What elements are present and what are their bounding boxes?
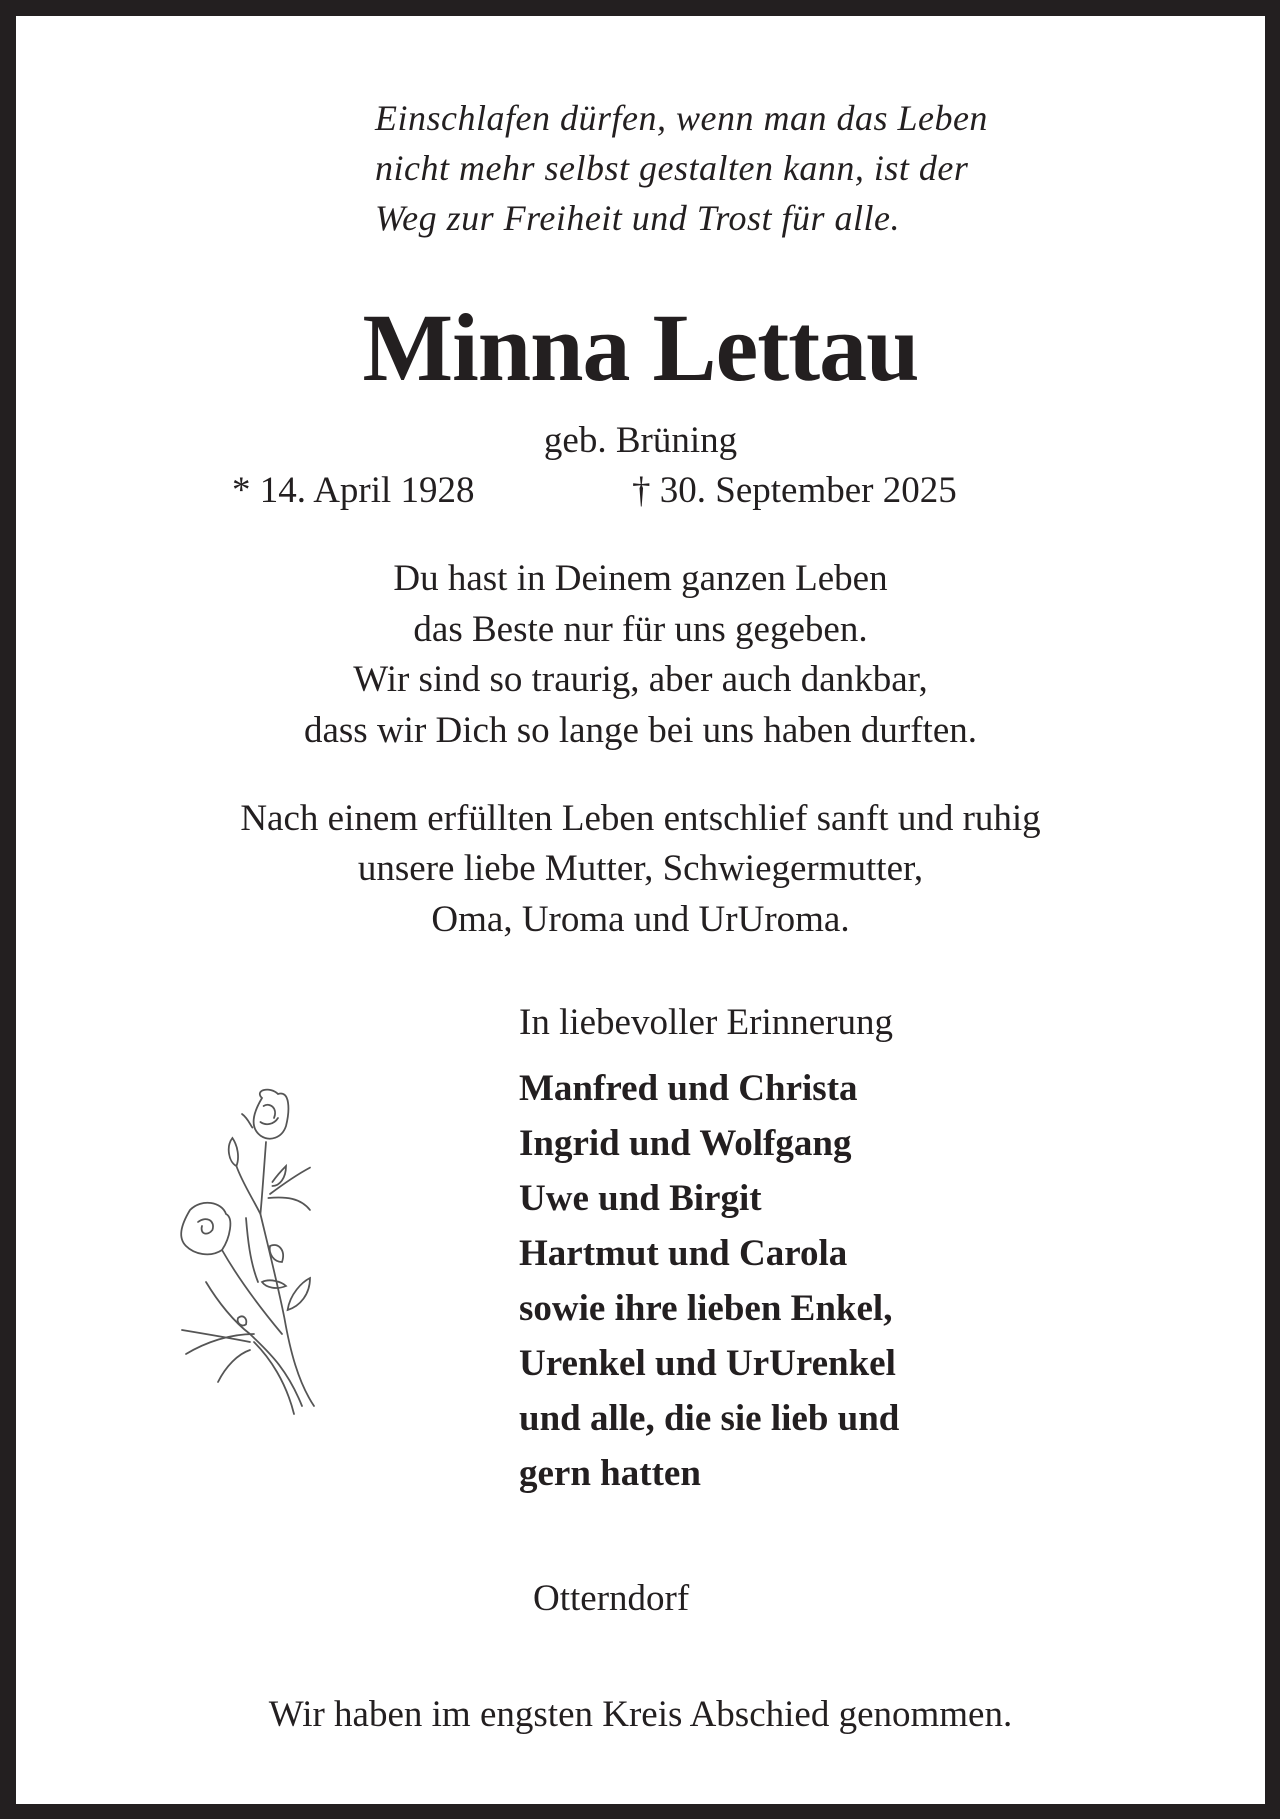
- rose-illustration: [158, 1040, 358, 1460]
- mourner-line: Hartmut und Carola: [519, 1233, 848, 1274]
- announcement-line: unsere liebe Mutter, Schwiegermutter,: [357, 848, 924, 889]
- poem-line: dass wir Dich so lange bei uns haben durften.: [303, 710, 978, 751]
- mourner-line: Manfred und Christa: [519, 1068, 858, 1109]
- obituary-notice: [16, 16, 1265, 1804]
- announcement-line: Oma, Uroma und UrUroma.: [431, 899, 850, 940]
- deceased-name: Minna Lettau: [362, 294, 919, 401]
- memory-label: In liebevoller Erinnerung: [519, 1002, 893, 1043]
- poem-line: Wir sind so traurig, aber auch dankbar,: [353, 659, 928, 700]
- mourner-line: sowie ihre lieben Enkel,: [519, 1288, 893, 1329]
- announcement-line: Nach einem erfüllten Leben entschlief sanft und ruhig: [240, 798, 1041, 839]
- birth-date: * 14. April 1928: [232, 470, 475, 511]
- death-date: † 30. September 2025: [632, 470, 957, 511]
- mourner-line: Ingrid und Wolfgang: [519, 1123, 852, 1164]
- place: Otterndorf: [533, 1578, 690, 1619]
- quote-line: Weg zur Freiheit und Trost für alle.: [375, 198, 901, 238]
- quote-line: nicht mehr selbst gestalten kann, ist der: [375, 148, 969, 188]
- mourner-line: Urenkel und UrUrenkel: [519, 1343, 896, 1384]
- poem-line: das Beste nur für uns gegeben.: [413, 609, 868, 650]
- quote-line: Einschlafen dürfen, wenn man das Leben: [375, 98, 988, 138]
- closing-line: Wir haben im engsten Kreis Abschied genommen.: [268, 1694, 1013, 1735]
- poem-line: Du hast in Deinem ganzen Leben: [393, 558, 888, 599]
- mourner-line: gern hatten: [519, 1453, 701, 1494]
- mourner-line: und alle, die sie lieb und: [519, 1398, 900, 1439]
- mourner-line: Uwe und Birgit: [519, 1178, 762, 1219]
- birth-name: geb. Brüning: [543, 420, 738, 461]
